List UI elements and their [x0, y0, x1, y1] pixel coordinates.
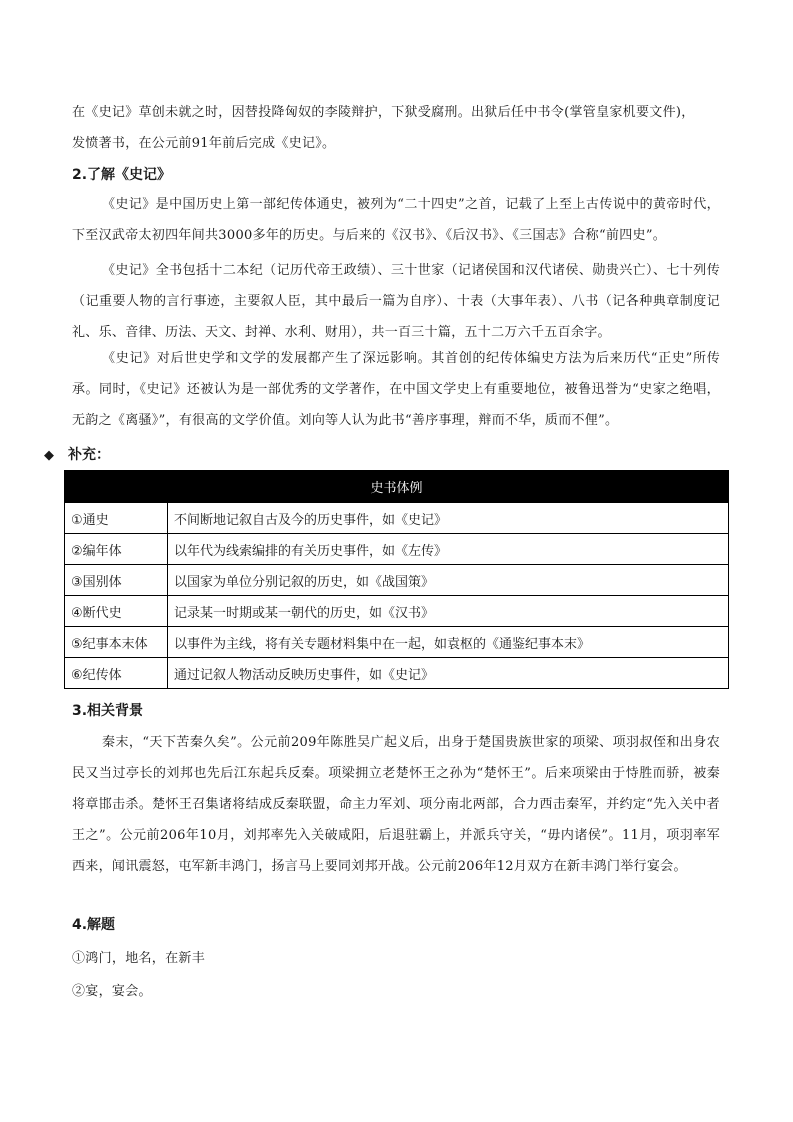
table-cell-desc: 记录某一时期或某一朝代的历史，如《汉书》 — [168, 596, 729, 627]
table-row — [65, 658, 729, 689]
section-3-paragraph: 秦末，“天下苦秦久矣”。公元前209年陈胜吴广起义后，出身于楚国贵族世家的项梁、项羽叔侄和出身农民又当过亭长的刘邦也先后江东起兵反秦。项梁拥立老楚怀王之孙为“楚怀王”。后来项梁由于恃胜而骄，被秦将章邯击杀。楚怀王召集诸将结成反秦联盟，命主力军刘、项分南北两部，合力西击秦军，并约定“先入关中者王之”。公元前206年10月，刘邦率先入关破咸阳，后退驻霸上，并派兵守关，“毋内诸侯”。11月，项羽率军西来，闻讯震怒，屯军新丰鸿门，扬言马上要同刘邦开战。公元前206年12月双方在新丰鸿门举行宴会。 — [72, 735, 720, 874]
section-2-paragraph-3: 《史记》对后世史学和文学的发展都产生了深远影响。其首创的纪传体编史方法为后来历代“正史”所传承。同时，《史记》还被认为是一部优秀的文学著作，在中国文学史上有重要地位，被鲁迅誉为“史家之绝唱，无韵之《离骚》”，有很高的文学价值。刘向等人认为此书“善序事理，辩而不华，质而不俚”。 — [72, 351, 720, 428]
section-4-note-1: ①鸿门，地名，在新丰 — [72, 951, 206, 966]
table-cell-kind: ①通史 — [65, 503, 168, 534]
history-styles-table — [64, 470, 729, 689]
table-row — [65, 534, 729, 565]
table-cell-kind: ④断代史 — [65, 596, 168, 627]
table-row — [65, 565, 729, 596]
intro-line-1: 在《史记》草创未就之时，因替投降匈奴的李陵辩护，下狱受腐刑。出狱后任中书令(掌管皇家机要文件)， — [72, 105, 695, 120]
section-4-note-2: ②宴，宴会。 — [72, 984, 152, 999]
table-cell-desc: 通过记叙人物活动反映历史事件，如《史记》 — [168, 658, 729, 689]
intro-line-2: 发愤著书，在公元前91年前后完成《史记》。 — [72, 136, 336, 151]
diamond-bullet-icon: ◆ — [44, 448, 54, 463]
table-cell-kind: ⑥纪传体 — [65, 658, 168, 689]
table-cell-desc: 以事件为主线，将有关专题材料集中在一起，如袁枢的《通鉴纪事本末》 — [168, 627, 729, 658]
table-cell-kind: ⑤纪事本末体 — [65, 627, 168, 658]
section-2-paragraph-1: 《史记》是中国历史上第一部纪传体通史，被列为“二十四史”之首，记载了上至上古传说中的黄帝时代，下至汉武帝太初四年间共3000多年的历史。与后来的《汉书》、《后汉书》、《三国志》合称“前四史”。 — [72, 197, 720, 243]
table-row — [65, 503, 729, 534]
section-3-heading: 3.相关背景 — [72, 703, 144, 719]
table-cell-desc: 不间断地记叙自古及今的历史事件，如《史记》 — [168, 503, 729, 534]
table-row — [65, 627, 729, 658]
supplement-text: 补充： — [68, 447, 110, 463]
table-cell-kind: ③国别体 — [65, 565, 168, 596]
section-4-heading: 4.解题 — [72, 917, 116, 933]
table-row — [65, 596, 729, 627]
table-cell-kind: ②编年体 — [65, 534, 168, 565]
table-cell-desc: 以国家为单位分别记叙的历史，如《战国策》 — [168, 565, 729, 596]
table-cell-desc: 以年代为线索编排的有关历史事件，如《左传》 — [168, 534, 729, 565]
section-2-heading: 2.了解《史记》 — [72, 167, 172, 183]
table-title: 史书体例 — [65, 471, 729, 503]
supplement-label — [44, 444, 110, 467]
section-2-paragraph-2: 《史记》全书包括十二本纪（记历代帝王政绩）、三十世家（记诸侯国和汉代诸侯、勋贵兴亡）、七十列传（记重要人物的言行事迹，主要叙人臣，其中最后一篇为自序）、十表（大事年表）、八书（记各种典章制度记礼、乐、音律、历法、天文、封禅、水利、财用），共一百三十篇，五十二万六千五百余字。 — [72, 263, 720, 340]
